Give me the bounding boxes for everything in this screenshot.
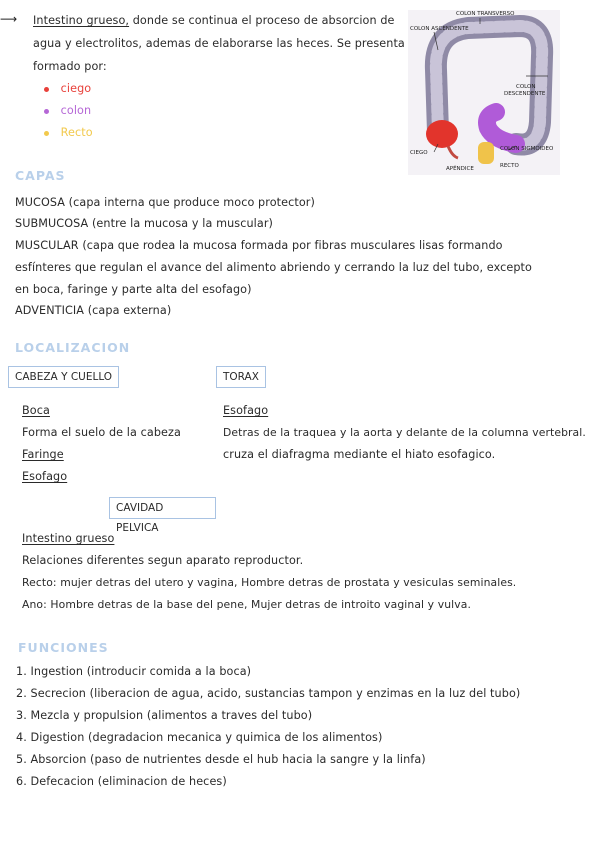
part-ciego xyxy=(44,82,91,95)
funcion-item-3: 3. Mezcla y propulsion (alimentos a traves del tubo) xyxy=(16,709,313,722)
capas-line-2: SUBMUCOSA (entre la mucosa y la muscular) xyxy=(15,217,273,230)
torax-box: TORAX xyxy=(216,366,266,388)
esofago-term-torax: Esofago xyxy=(223,404,269,417)
capas-line-4: esfínteres que regulan el avance del alimento abriendo y cerrando la luz del tubo, excepto xyxy=(15,261,532,274)
pelvica-line-1: Relaciones diferentes segun aparato reproductor. xyxy=(22,554,304,567)
label-colon: COLON xyxy=(516,84,536,90)
label-colon-sigmoideo: COLON SIGMOIDEO xyxy=(500,146,554,152)
label-colon-transverso: COLON TRANSVERSO xyxy=(456,11,515,17)
intestino-grueso-term: Intestino grueso xyxy=(22,532,115,545)
capas-line-5: en boca, faringe y parte alta del esofago) xyxy=(15,283,252,296)
funcion-item-6: 6. Defecacion (eliminacion de heces) xyxy=(16,775,227,788)
boca-desc: Forma el suelo de la cabeza xyxy=(22,426,181,439)
funciones-heading: FUNCIONES xyxy=(18,640,109,655)
colon-illustration xyxy=(408,10,560,175)
label-colon-ascendente: COLON ASCENDENTE xyxy=(410,26,469,32)
part-ciego-label: ciego xyxy=(60,82,92,95)
part-colon-label: colon xyxy=(60,104,92,117)
torax-line-1: Detras de la traquea y la aorta y delante de la columna vertebral. xyxy=(223,426,586,439)
label-recto: RECTO xyxy=(500,163,519,169)
funcion-item-4: 4. Digestion (degradacion mecanica y quimica de los alimentos) xyxy=(16,731,383,744)
torax-line-2: cruza el diafragma mediante el hiato esofagico. xyxy=(223,448,496,461)
bullet-dot-icon xyxy=(44,131,49,136)
cabeza-cuello-box: CABEZA Y CUELLO xyxy=(8,366,119,388)
cavidad-pelvica-box: CAVIDAD PELVICA xyxy=(109,497,216,519)
intro-line-2: agua y electrolitos, ademas de elaborarse las heces. Se presenta xyxy=(33,37,405,50)
bullet-dot-icon xyxy=(44,109,49,114)
capas-line-3: MUSCULAR (capa que rodea la mucosa formada por fibras musculares lisas formando xyxy=(15,239,503,252)
bullet-dot-icon xyxy=(44,87,49,92)
capas-heading: CAPAS xyxy=(15,168,66,183)
boca-term: Boca xyxy=(22,404,50,417)
intro-line-3: formado por: xyxy=(33,60,107,73)
funcion-item-1: 1. Ingestion (introducir comida a la boca) xyxy=(16,665,252,678)
part-recto xyxy=(44,126,93,139)
localizacion-heading: LOCALIZACION xyxy=(15,340,131,355)
funcion-item-2: 2. Secrecion (liberacion de agua, acido, sustancias tampon y enzimas en la luz del tubo) xyxy=(16,687,521,700)
pelvica-line-3: Ano: Hombre detras de la base del pene, Mujer detras de introito vaginal y vulva. xyxy=(22,598,471,611)
label-descendente: DESCENDENTE xyxy=(504,91,546,97)
pelvica-line-2: Recto: mujer detras del utero y vagina, Hombre detras de prostata y vesiculas seminales. xyxy=(22,576,517,589)
faringe-term: Faringe xyxy=(22,448,64,461)
funcion-item-5: 5. Absorcion (paso de nutrientes desde el hub hacia la sangre y la linfa) xyxy=(16,753,426,766)
intro-line-1 xyxy=(33,14,395,27)
intro-text-1: donde se continua el proceso de absorcion de xyxy=(129,14,395,27)
esofago-term-cabeza: Esofago xyxy=(22,470,68,483)
label-apendice: APÉNDICE xyxy=(446,166,474,172)
part-recto-label: Recto xyxy=(60,126,93,139)
capas-line-6: ADVENTICIA (capa externa) xyxy=(15,304,172,317)
part-colon xyxy=(44,104,91,117)
capas-line-1: MUCOSA (capa interna que produce moco protector) xyxy=(15,196,315,209)
arrow-right-icon: ⟶ xyxy=(0,12,18,26)
intro-term: Intestino grueso, xyxy=(33,14,130,27)
label-ciego: CIEGO xyxy=(410,150,428,156)
